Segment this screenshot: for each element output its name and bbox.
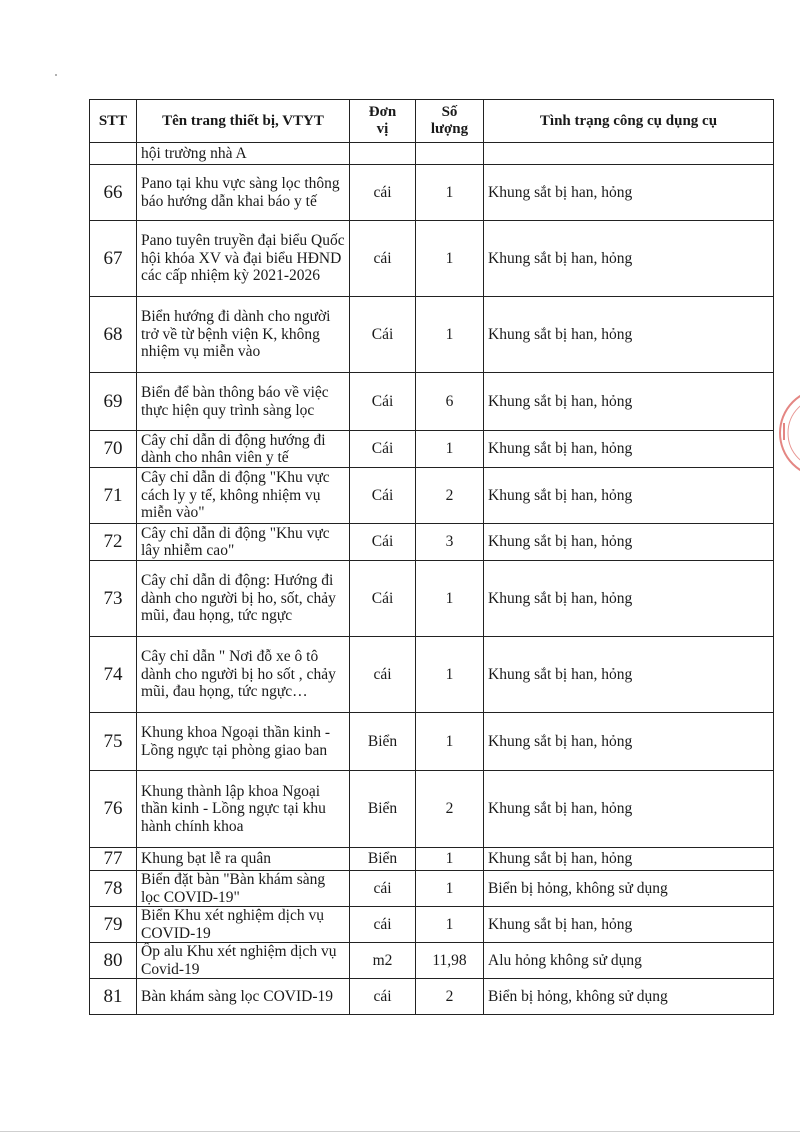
row-unit: Cái	[350, 373, 416, 431]
row-item-name: Cây chỉ dẫn " Nơi đỗ xe ô tô dành cho người bị ho sốt , chảy mũi, đau họng, tức ngực…	[137, 637, 350, 713]
row-item-name: Khung thành lập khoa Ngoại thần kinh - Lồng ngực tại khu hành chính khoa	[137, 771, 350, 848]
table-row	[90, 468, 774, 524]
row-stt: 76	[90, 771, 137, 848]
row-unit: Cái	[350, 431, 416, 468]
row-item-name: Cây chỉ dẫn di động "Khu vực cách ly y tế, không nhiệm vụ miễn vào"	[137, 468, 350, 524]
row-condition: Khung sắt bị han, hỏng	[484, 431, 774, 468]
row-item-name: Biển hướng đi dành cho người trở về từ bệnh viện K, không nhiệm vụ miễn vào	[137, 297, 350, 373]
row-stt: 77	[90, 848, 137, 871]
row-unit: cái	[350, 979, 416, 1015]
row-quantity: 6	[416, 373, 484, 431]
row-quantity: 11,98	[416, 943, 484, 979]
row-quantity: 1	[416, 561, 484, 637]
row-stt: 74	[90, 637, 137, 713]
row-condition: Khung sắt bị han, hỏng	[484, 771, 774, 848]
row-item-name: Cây chỉ dẫn di động: Hướng đi dành cho người bị ho, sốt, chảy mũi, đau họng, tức ngực	[137, 561, 350, 637]
row-unit: Biển	[350, 771, 416, 848]
equipment-table	[89, 99, 774, 1015]
row-stt: 68	[90, 297, 137, 373]
table-row	[90, 431, 774, 468]
continuation-row	[90, 143, 774, 165]
row-quantity: 2	[416, 979, 484, 1015]
row-item-name: Biển đặt bàn "Bàn khám sàng lọc COVID-19"	[137, 871, 350, 907]
row-quantity: 1	[416, 297, 484, 373]
row-condition: Khung sắt bị han, hỏng	[484, 165, 774, 221]
row-condition: Biển bị hỏng, không sử dụng	[484, 979, 774, 1015]
row-stt: 72	[90, 524, 137, 561]
row-condition: Khung sắt bị han, hỏng	[484, 468, 774, 524]
row-condition: Khung sắt bị han, hỏng	[484, 713, 774, 771]
page-bottom-edge	[0, 1131, 800, 1132]
row-item-name: Biển để bàn thông báo về việc thực hiện quy trình sàng lọc	[137, 373, 350, 431]
row-item-name: Bàn khám sàng lọc COVID-19	[137, 979, 350, 1015]
row-stt: 73	[90, 561, 137, 637]
row-quantity: 1	[416, 431, 484, 468]
row-stt: 79	[90, 907, 137, 943]
row-stt: 80	[90, 943, 137, 979]
row-stt: 69	[90, 373, 137, 431]
header-condition: Tình trạng công cụ dụng cụ	[484, 100, 774, 143]
row-quantity: 1	[416, 221, 484, 297]
table-row	[90, 561, 774, 637]
row-unit: cái	[350, 637, 416, 713]
table-row	[90, 221, 774, 297]
table-row	[90, 848, 774, 871]
row-quantity: 1	[416, 165, 484, 221]
row-item-name: Khung bạt lễ ra quân	[137, 848, 350, 871]
row-stt: 71	[90, 468, 137, 524]
row-item-name: Cây chỉ dẫn di động "Khu vực lây nhiễm cao"	[137, 524, 350, 561]
row-condition: Biển bị hỏng, không sử dụng	[484, 871, 774, 907]
row-condition: Khung sắt bị han, hỏng	[484, 524, 774, 561]
row-condition: Khung sắt bị han, hỏng	[484, 637, 774, 713]
continuation-text: hội trường nhà A	[137, 143, 350, 165]
row-item-name: Pano tại khu vực sàng lọc thông báo hướng dẫn khai báo y tế	[137, 165, 350, 221]
row-quantity: 3	[416, 524, 484, 561]
header-stt: STT	[90, 100, 137, 143]
row-unit: Biển	[350, 848, 416, 871]
table-row	[90, 771, 774, 848]
row-condition: Alu hỏng không sử dụng	[484, 943, 774, 979]
table-row	[90, 871, 774, 907]
table-row	[90, 165, 774, 221]
row-stt: 66	[90, 165, 137, 221]
row-item-name: Khung khoa Ngoại thần kinh - Lồng ngực tại phòng giao ban	[137, 713, 350, 771]
row-item-name: Ốp alu Khu xét nghiệm dịch vụ Covid-19	[137, 943, 350, 979]
row-quantity: 2	[416, 468, 484, 524]
row-unit: Cái	[350, 524, 416, 561]
row-stt: 81	[90, 979, 137, 1015]
row-condition: Khung sắt bị han, hỏng	[484, 848, 774, 871]
table-row	[90, 637, 774, 713]
row-unit: Biển	[350, 713, 416, 771]
row-unit: Cái	[350, 468, 416, 524]
header-qty: Số lượng	[416, 100, 484, 143]
scan-speck	[55, 74, 57, 76]
row-item-name: Biển Khu xét nghiệm dịch vụ COVID-19	[137, 907, 350, 943]
row-item-name: Pano tuyên truyền đại biểu Quốc hội khóa XV và đại biểu HĐND các cấp nhiệm kỳ 2021-2026	[137, 221, 350, 297]
row-unit: cái	[350, 871, 416, 907]
row-unit: cái	[350, 907, 416, 943]
header-unit: Đơn vị	[350, 100, 416, 143]
row-stt: 75	[90, 713, 137, 771]
row-quantity: 1	[416, 871, 484, 907]
row-quantity: 1	[416, 907, 484, 943]
row-stt: 70	[90, 431, 137, 468]
table-row	[90, 907, 774, 943]
row-quantity: 1	[416, 713, 484, 771]
row-unit: cái	[350, 165, 416, 221]
table-row	[90, 979, 774, 1015]
row-unit: Cái	[350, 561, 416, 637]
row-quantity: 1	[416, 637, 484, 713]
row-stt: 78	[90, 871, 137, 907]
table-header-row	[90, 100, 774, 143]
row-quantity: 2	[416, 771, 484, 848]
row-condition: Khung sắt bị han, hỏng	[484, 907, 774, 943]
table-row	[90, 297, 774, 373]
table-row	[90, 943, 774, 979]
row-unit: cái	[350, 221, 416, 297]
table-row	[90, 713, 774, 771]
header-name: Tên trang thiết bị, VTYT	[137, 100, 350, 143]
row-condition: Khung sắt bị han, hỏng	[484, 297, 774, 373]
table-row	[90, 373, 774, 431]
red-seal-stamp	[772, 378, 800, 488]
row-unit: Cái	[350, 297, 416, 373]
row-condition: Khung sắt bị han, hỏng	[484, 373, 774, 431]
row-condition: Khung sắt bị han, hỏng	[484, 221, 774, 297]
row-item-name: Cây chỉ dẫn di động hướng đi dành cho nhân viên y tế	[137, 431, 350, 468]
row-unit: m2	[350, 943, 416, 979]
row-stt: 67	[90, 221, 137, 297]
row-condition: Khung sắt bị han, hỏng	[484, 561, 774, 637]
table-row	[90, 524, 774, 561]
row-quantity: 1	[416, 848, 484, 871]
